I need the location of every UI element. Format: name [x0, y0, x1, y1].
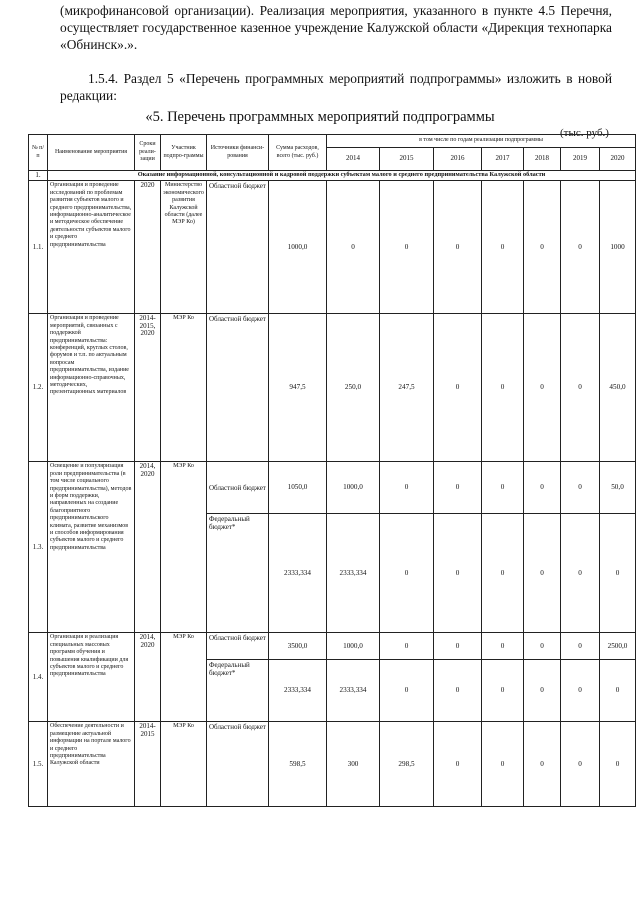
header-year-2015: 2015: [380, 148, 434, 171]
row-year-value: 0: [561, 633, 600, 660]
table-row: [29, 462, 636, 514]
header-year-2019: 2019: [561, 148, 600, 171]
row-year-value: 1000,0: [327, 462, 380, 514]
row-year-value: 0: [380, 633, 434, 660]
row-year-value: 0: [524, 181, 561, 314]
paragraph-section-amendment: 1.5.4. Раздел 5 «Перечень программных мероприятий подпрограммы» изложить в новой редакции:: [60, 71, 612, 103]
row-year-value: 0: [600, 514, 636, 633]
row-name: Освещение и популяризация роли предпринимательства (в том числе социального предпринимательства), методов и форм поддержки, направленных на создание благоприятного предпринимательского климата, развитие механизмов и способов информирования субъектов малого и среднего предпринимательства: [48, 462, 135, 633]
program-measures-table: [28, 134, 636, 807]
table-row: [29, 314, 636, 462]
row-year-value: 1000,0: [327, 633, 380, 660]
row-year-value: 2500,0: [600, 633, 636, 660]
row-year-value: 0: [380, 660, 434, 722]
row-name: Организация и проведение мероприятий, связанных с поддержкой предпринимательства: конференций, круглых столов, форумов и т.п. по актуальным вопросам предпринимательства, издание информационно-справочных, методических, презентационных материалов: [48, 314, 135, 462]
row-year-value: 0: [482, 314, 524, 462]
row-term: 2014-2015, 2020: [135, 314, 161, 462]
row-total: 1000,0: [269, 181, 327, 314]
header-total: Сумма расходов, всего (тыс. руб.): [269, 135, 327, 171]
header-years-group: в том числе по годам реализации подпрограммы: [327, 135, 636, 148]
row-name: Организация и проведение исследований по проблемам развития субъектов малого и среднего предпринимательства, информационно-аналитическое и методическое обеспечение деятельности субъектов малого и среднего предпринимательства: [48, 181, 135, 314]
row-source: Областной бюджет: [207, 181, 269, 314]
row-num: 1.3.: [29, 462, 48, 633]
row-year-value: 0: [524, 722, 561, 807]
header-name: Наименование мероприятия: [48, 135, 135, 171]
row-term: 2014-2015: [135, 722, 161, 807]
row-year-value: 0: [434, 181, 482, 314]
row-year-value: 50,0: [600, 462, 636, 514]
row-year-value: 0: [561, 462, 600, 514]
row-year-value: 0: [482, 462, 524, 514]
row-year-value: 1000: [600, 181, 636, 314]
row-year-value: 0: [561, 181, 600, 314]
row-total: 947,5: [269, 314, 327, 462]
row-total: 1050,0: [269, 462, 327, 514]
row-year-value: 2333,334: [327, 660, 380, 722]
row-name: Организация и реализация специальных массовых программ обучения и повышения квалификации для субъектов малого и среднего предпринимательства: [48, 633, 135, 722]
row-source: Областной бюджет: [207, 722, 269, 807]
row-year-value: 298,5: [380, 722, 434, 807]
header-participant: Участник подпро-граммы: [161, 135, 207, 171]
row-year-value: 0: [600, 660, 636, 722]
row-total: 598,5: [269, 722, 327, 807]
row-year-value: 300: [327, 722, 380, 807]
header-year-2017: 2017: [482, 148, 524, 171]
header-num: № п/п: [29, 135, 48, 171]
row-year-value: 0: [524, 633, 561, 660]
header-year-2016: 2016: [434, 148, 482, 171]
header-year-2014: 2014: [327, 148, 380, 171]
row-year-value: 0: [482, 660, 524, 722]
row-participant: МЭР Ко: [161, 633, 207, 722]
table-row: [29, 181, 636, 314]
row-term: 2014, 2020: [135, 462, 161, 633]
row-source: Областной бюджет: [207, 462, 269, 514]
row-year-value: 0: [482, 514, 524, 633]
row-num: 1.5.: [29, 722, 48, 807]
row-total: 2333,334: [269, 514, 327, 633]
row-num: 1.4.: [29, 633, 48, 722]
row-year-value: 0: [482, 722, 524, 807]
row-participant: МЭР Ко: [161, 314, 207, 462]
table-row: [29, 722, 636, 807]
row-year-value: 0: [434, 314, 482, 462]
row-year-value: 0: [600, 722, 636, 807]
row-year-value: 0: [482, 633, 524, 660]
row-year-value: 0: [434, 722, 482, 807]
row-source: Федеральный бюджет*: [207, 514, 269, 633]
header-year-2018: 2018: [524, 148, 561, 171]
row-term: 2020: [135, 181, 161, 314]
row-name: Обеспечение деятельности и размещение актуальной информации на портале малого и среднего предпринимательства Калужской области: [48, 722, 135, 807]
row-year-value: 247,5: [380, 314, 434, 462]
row-source: Федеральный бюджет*: [207, 660, 269, 722]
row-term: 2014, 2020: [135, 633, 161, 722]
header-year-2020: 2020: [600, 148, 636, 171]
row-year-value: 0: [561, 314, 600, 462]
row-year-value: 2333,334: [327, 514, 380, 633]
row-year-value: 0: [434, 660, 482, 722]
row-year-value: 450,0: [600, 314, 636, 462]
row-num: 1.2.: [29, 314, 48, 462]
table-row: [29, 633, 636, 660]
row-year-value: 0: [524, 514, 561, 633]
unit-label: (тыс. руб.): [560, 127, 609, 139]
section-row: [29, 171, 636, 181]
section-title: Оказание информационной, консультационной и кадровой поддержки субъектам малого и среднего предпринимательства Калужской области: [48, 171, 636, 181]
row-total: 3500,0: [269, 633, 327, 660]
row-year-value: 0: [380, 514, 434, 633]
row-participant: МЭР Ко: [161, 722, 207, 807]
row-year-value: 0: [482, 181, 524, 314]
row-year-value: 0: [434, 633, 482, 660]
row-source: Областной бюджет: [207, 314, 269, 462]
row-num: 1.1.: [29, 181, 48, 314]
section-num: 1.: [29, 171, 48, 181]
row-year-value: 0: [524, 462, 561, 514]
row-year-value: 0: [434, 514, 482, 633]
row-year-value: 0: [327, 181, 380, 314]
row-total: 2333,334: [269, 660, 327, 722]
row-year-value: 0: [561, 514, 600, 633]
row-year-value: 0: [561, 660, 600, 722]
row-year-value: 0: [524, 660, 561, 722]
row-year-value: 0: [434, 462, 482, 514]
row-year-value: 0: [561, 722, 600, 807]
header-term: Сроки реали-зации: [135, 135, 161, 171]
row-year-value: 0: [524, 314, 561, 462]
row-source: Областной бюджет: [207, 633, 269, 660]
table-title: «5. Перечень программных мероприятий подпрограммы: [145, 109, 495, 125]
row-participant: МЭР Ко: [161, 462, 207, 633]
paragraph-intro: (микрофинансовой организации). Реализация мероприятия, указанного в пункте 4.5 Перечня, осуществляет государственное казенное учреждение Калужской области «Дирекция технопарка «Обнинск».».: [60, 3, 612, 52]
row-year-value: 0: [380, 462, 434, 514]
row-year-value: 250,0: [327, 314, 380, 462]
row-participant: Министерство экономического развития Калужской области (далее МЭР Ко): [161, 181, 207, 314]
header-source: Источники финанси-рования: [207, 135, 269, 171]
row-year-value: 0: [380, 181, 434, 314]
